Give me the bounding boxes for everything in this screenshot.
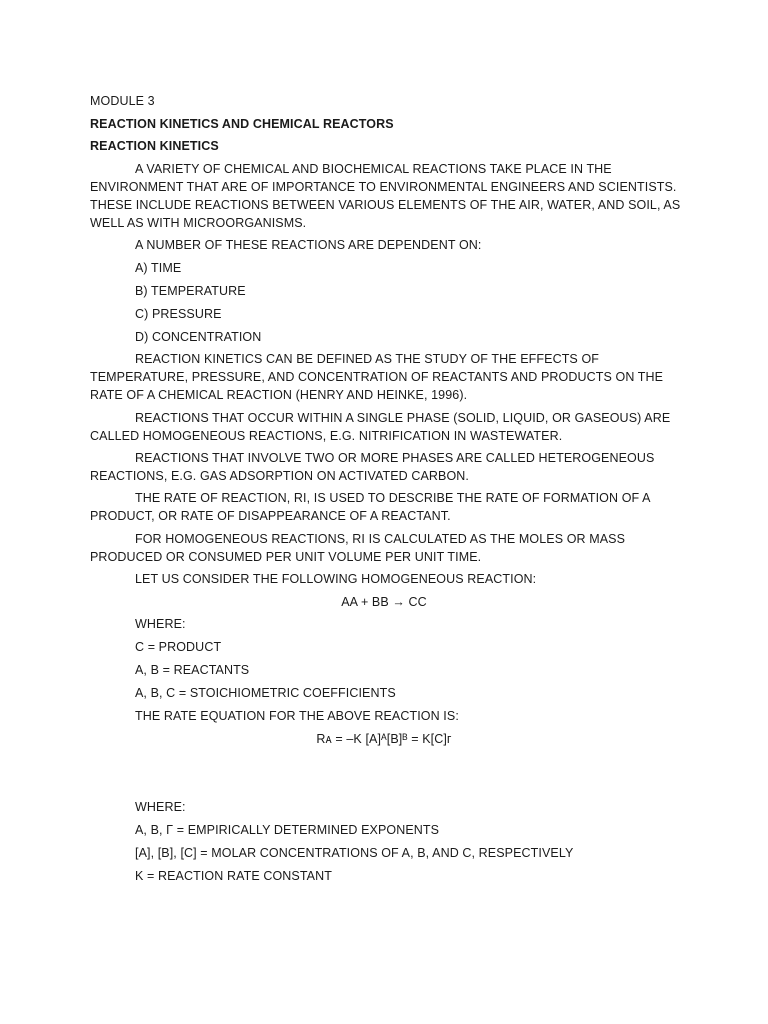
rate-equation-intro: THE RATE EQUATION FOR THE ABOVE REACTION IS:	[135, 709, 459, 723]
where-label: WHERE:	[135, 617, 186, 631]
list-item: D) CONCENTRATION	[135, 330, 262, 344]
where-label: WHERE:	[135, 800, 186, 814]
list-item: A) TIME	[135, 261, 182, 275]
definition-item: A, B, Γ = EMPIRICALLY DETERMINED EXPONENTS	[135, 823, 440, 837]
definition-item: A, B = REACTANTS	[135, 663, 250, 677]
paragraph-intro: A VARIETY OF CHEMICAL AND BIOCHEMICAL REACTIONS TAKE PLACE IN THE ENVIRONMENT THAT ARE OF IMPORTANCE TO ENVIRONMENTAL ENGINEERS AND SCIENTISTS. THESE INCLUDE REACTIONS BETWEEN VARIOUS ELEMENTS OF THE AIR, WATER, AND SOIL, AS WELL AS WITH MICROORGANISMS.	[90, 162, 681, 230]
paragraph-homogeneous: REACTIONS THAT OCCUR WITHIN A SINGLE PHASE (SOLID, LIQUID, OR GASEOUS) ARE CALLED HOMOGENEOUS REACTIONS, E.G. NITRIFICATION IN WASTEWATER.	[90, 411, 671, 443]
definition-item: [A], [B], [C] = MOLAR CONCENTRATIONS OF A, B, AND C, RESPECTIVELY	[135, 846, 574, 860]
paragraph-definition: REACTION KINETICS CAN BE DEFINED AS THE STUDY OF THE EFFECTS OF TEMPERATURE, PRESSURE, AND CONCENTRATION OF REACTANTS AND PRODUCTS ON THE RATE OF A CHEMICAL REACTION (HENRY AND HEINKE, 1996).	[90, 352, 664, 402]
rate-equation: Rᴀ = –K [A]ᴬ[B]ᴮ = K[C]ᴦ	[316, 732, 452, 746]
paragraph-homogeneous-rate: FOR HOMOGENEOUS REACTIONS, RI IS CALCULATED AS THE MOLES OR MASS PRODUCED OR CONSUMED PER UNIT VOLUME PER UNIT TIME.	[90, 532, 626, 564]
section-heading: REACTION KINETICS	[90, 139, 219, 153]
paragraph-heterogeneous: REACTIONS THAT INVOLVE TWO OR MORE PHASES ARE CALLED HETEROGENEOUS REACTIONS, E.G. GAS ADSORPTION ON ACTIVATED CARBON.	[90, 451, 655, 483]
reaction-equation: AA + BB → CC	[341, 595, 427, 609]
list-item: B) TEMPERATURE	[135, 284, 246, 298]
module-label: MODULE 3	[90, 94, 155, 108]
definition-item: C = PRODUCT	[135, 640, 222, 654]
definition-item: A, B, C = STOICHIOMETRIC COEFFICIENTS	[135, 686, 396, 700]
definition-item: K = REACTION RATE CONSTANT	[135, 869, 332, 883]
reaction-intro: LET US CONSIDER THE FOLLOWING HOMOGENEOUS REACTION:	[135, 572, 537, 586]
paragraph-rate: THE RATE OF REACTION, RI, IS USED TO DESCRIBE THE RATE OF FORMATION OF A PRODUCT, OR RATE OF DISAPPEARANCE OF A REACTANT.	[90, 491, 650, 523]
list-item: C) PRESSURE	[135, 307, 222, 321]
dependency-intro: A NUMBER OF THESE REACTIONS ARE DEPENDENT ON:	[135, 238, 482, 252]
document-title: REACTION KINETICS AND CHEMICAL REACTORS	[90, 117, 394, 131]
